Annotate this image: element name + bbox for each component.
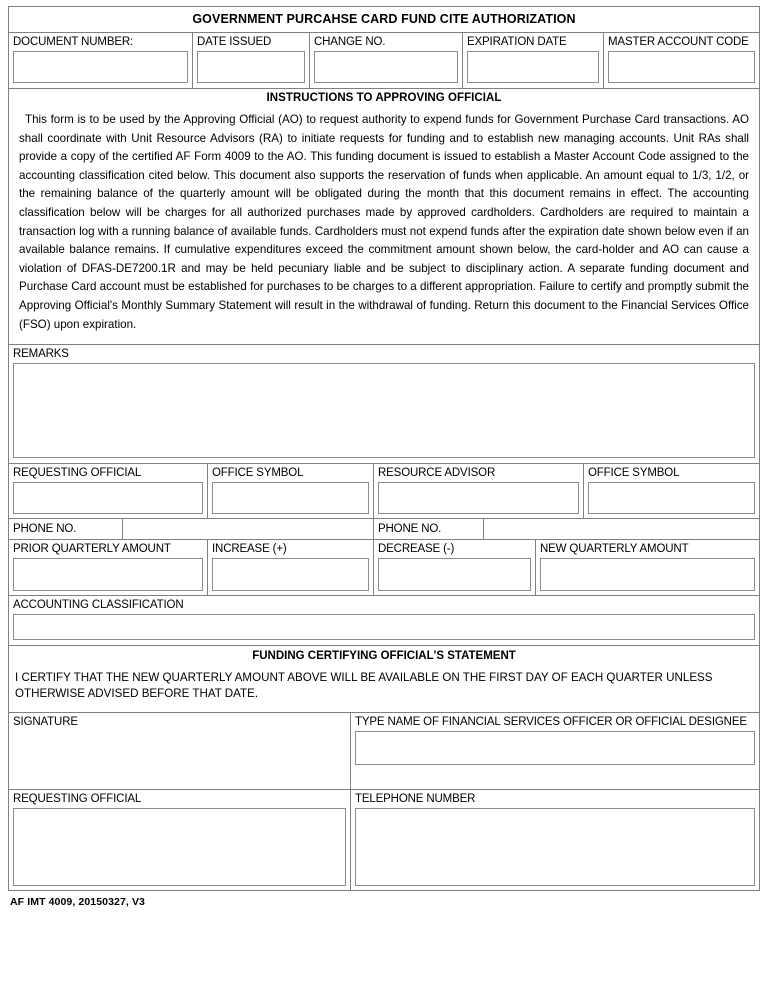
- label-office-symbol-2: OFFICE SYMBOL: [588, 467, 680, 480]
- label-phone-no-1: PHONE NO.: [13, 523, 77, 536]
- field-decrease: [374, 540, 536, 595]
- input-change-no[interactable]: [314, 51, 458, 83]
- label-prior-quarterly-amount: PRIOR QUARTERLY AMOUNT: [13, 543, 171, 556]
- remarks-band: [9, 345, 759, 464]
- phone-row: [9, 519, 759, 539]
- certifying-band: [9, 646, 759, 713]
- input-master-account-code[interactable]: [608, 51, 755, 83]
- field-change-no: [310, 33, 463, 88]
- form-footer: AF IMT 4009, 20150327, V3: [10, 896, 145, 909]
- field-requesting-official-bottom: [9, 790, 351, 890]
- field-signature: [9, 713, 351, 789]
- bottom-row: [9, 790, 759, 890]
- label-type-name: TYPE NAME OF FINANCIAL SERVICES OFFICER OR OFFICIAL DESIGNEE: [355, 716, 747, 729]
- signature-row: [9, 713, 759, 789]
- officials-band: [9, 464, 759, 519]
- label-increase: INCREASE (+): [212, 543, 287, 556]
- header-field-band: [9, 33, 759, 89]
- label-office-symbol-1: OFFICE SYMBOL: [212, 467, 304, 480]
- label-phone-no-2: PHONE NO.: [378, 523, 442, 536]
- input-new-quarterly-amount[interactable]: [540, 558, 755, 591]
- certifying-heading: FUNDING CERTIFYING OFFICIAL'S STATEMENT: [252, 650, 516, 663]
- instructions-band: [9, 89, 759, 345]
- certifying-statement: I CERTIFY THAT THE NEW QUARTERLY AMOUNT ABOVE WILL BE AVAILABLE ON THE FIRST DAY OF EACH QUARTER UNLESS OTHERWISE ADVISED BEFORE THAT DATE.: [15, 671, 713, 701]
- amounts-row: [9, 540, 759, 595]
- input-requesting-official[interactable]: [13, 482, 203, 514]
- field-requesting-official: [9, 464, 208, 518]
- field-increase: [208, 540, 374, 595]
- field-new-quarterly-amount: [536, 540, 759, 595]
- input-office-symbol-1[interactable]: [212, 482, 369, 514]
- instructions-text: This form is to be used by the Approving Official (AO) to request authority to expend funds for Government Purchase Card transactions. AO shall coordinate with Unit Resource Advisors (RA) to initiate requests for funding and to establish new managing accounts. Unit RAs shall provide a copy of the certified AF Form 4009 to the AO. This funding document is issued to establish a Master Account Code assigned to the accounting classification cited below. This document also supports the reservation of funds when applicable. An amount equal to 1/3, 1/2, or the remaining balance of the quarterly amount will be obligated during the month that this document remains in effect. The accounting classification below will be charges for all authorized purchases made by approved cardholders. Cardholders are required to maintain a transaction log with a running balance of available funds. Cardholders must not expend funds after the expiration date shown below even if an available balance remains. If cumulative expenditures exceed the commitment amount shown below, the card-holder and AO can cause a violation of DFAS-DE7200.1R and may be held pecuniary liable and be subject to disciplinary action. A separate funding document and Purchase Card account must be established for purchases to be charges to a different appropriation. Failure to certify and promptly submit the Approving Official's Monthly Summary Statement will result in the withdrawal of funding. Return this document to the Financial Services Office (FSO) upon expiration.: [19, 113, 749, 331]
- label-telephone-number: TELEPHONE NUMBER: [355, 793, 476, 806]
- instructions-heading: INSTRUCTIONS TO APPROVING OFFICIAL: [266, 92, 502, 104]
- label-change-no: CHANGE NO.: [314, 36, 386, 48]
- instructions-body: [9, 108, 759, 344]
- accounting-band: [9, 596, 759, 646]
- field-master-account-code: [604, 33, 759, 88]
- remarks-section: [9, 345, 759, 463]
- input-resource-advisor[interactable]: [378, 482, 579, 514]
- label-expiration-date: EXPIRATION DATE: [467, 36, 567, 48]
- input-office-symbol-2[interactable]: [588, 482, 755, 514]
- input-requesting-official-bottom[interactable]: [13, 808, 346, 886]
- bottom-band: [9, 790, 759, 890]
- input-decrease[interactable]: [378, 558, 531, 591]
- input-prior-quarterly-amount[interactable]: [13, 558, 203, 591]
- input-phone-no-1[interactable]: [123, 519, 374, 539]
- field-date-issued: [193, 33, 310, 88]
- label-resource-advisor: RESOURCE ADVISOR: [378, 467, 496, 480]
- page-title: GOVERNMENT PURCAHSE CARD FUND CITE AUTHORIZATION: [192, 12, 576, 26]
- field-prior-quarterly-amount: [9, 540, 208, 595]
- accounting-section: [9, 596, 759, 645]
- field-expiration-date: [463, 33, 604, 88]
- input-expiration-date[interactable]: [467, 51, 599, 83]
- input-type-name[interactable]: [355, 731, 755, 765]
- input-phone-no-2[interactable]: [484, 519, 759, 539]
- input-remarks[interactable]: [13, 363, 755, 458]
- field-resource-advisor: [374, 464, 584, 518]
- label-accounting-classification: ACCOUNTING CLASSIFICATION: [13, 599, 184, 612]
- label-date-issued: DATE ISSUED: [197, 36, 272, 48]
- form-outer-frame: [8, 6, 760, 891]
- form-title-band: [9, 7, 759, 33]
- label-requesting-official: REQUESTING OFFICIAL: [13, 467, 142, 480]
- input-date-issued[interactable]: [197, 51, 305, 83]
- label-requesting-official-bottom: REQUESTING OFFICIAL: [13, 793, 142, 806]
- header-field-row: [9, 33, 759, 88]
- input-increase[interactable]: [212, 558, 369, 591]
- input-accounting-classification[interactable]: [13, 614, 755, 640]
- field-type-name: [351, 713, 759, 789]
- amounts-band: [9, 540, 759, 596]
- field-office-symbol-1: [208, 464, 374, 518]
- field-telephone-number: [351, 790, 759, 890]
- label-remarks: REMARKS: [13, 348, 69, 361]
- signature-band: [9, 713, 759, 790]
- label-decrease: DECREASE (-): [378, 543, 455, 556]
- phone-band: [9, 519, 759, 540]
- officials-row: [9, 464, 759, 518]
- field-office-symbol-2: [584, 464, 759, 518]
- label-cell-phone-1: [9, 519, 123, 539]
- label-cell-phone-2: [374, 519, 484, 539]
- label-document-number: DOCUMENT NUMBER:: [13, 36, 134, 48]
- input-telephone-number[interactable]: [355, 808, 755, 886]
- label-new-quarterly-amount: NEW QUARTERLY AMOUNT: [540, 543, 689, 556]
- input-document-number[interactable]: [13, 51, 188, 83]
- field-document-number: [9, 33, 193, 88]
- label-master-account-code: MASTER ACCOUNT CODE: [608, 36, 749, 48]
- input-signature[interactable]: [13, 729, 346, 785]
- label-signature: SIGNATURE: [13, 716, 78, 729]
